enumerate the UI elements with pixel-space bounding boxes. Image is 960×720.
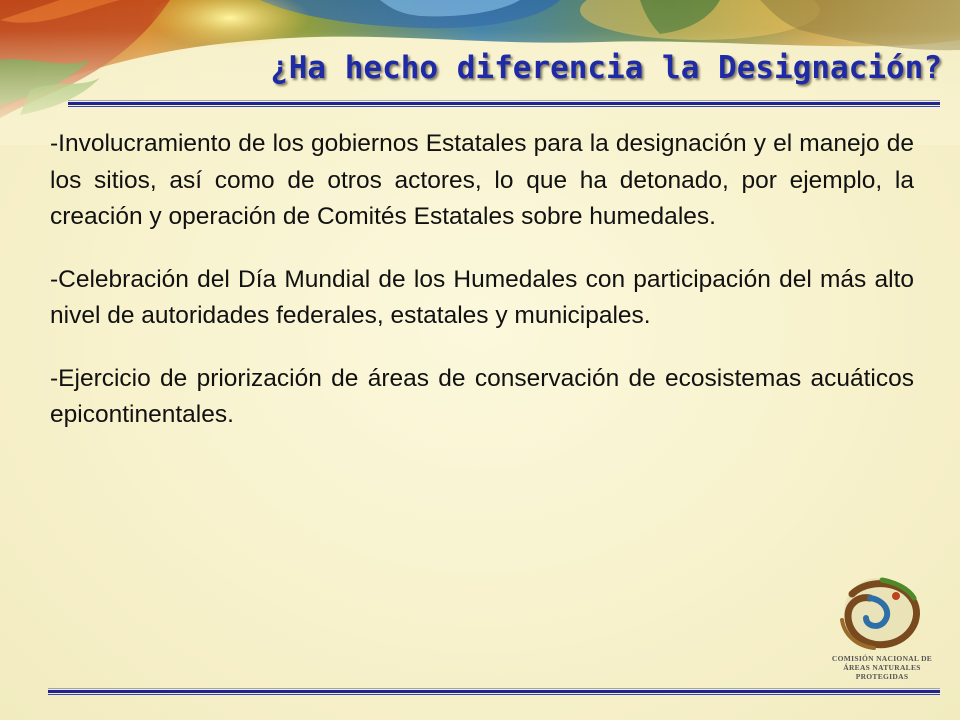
paragraph-2: -Celebración del Día Mundial de los Humedales con participación del más alto nivel de autoridades federales, estatales y municipales. <box>50 265 914 329</box>
logo-line-2: ÁREAS NATURALES <box>843 663 921 672</box>
logo-line-1: COMISIÓN NACIONAL DE <box>831 654 933 663</box>
footer-divider <box>48 688 940 695</box>
slide-title: ¿Ha hecho diferencia la Designación? <box>270 50 942 86</box>
logo-line-3: PROTEGIDAS <box>855 672 909 681</box>
slide-body <box>50 126 914 460</box>
paragraph-3: -Ejercicio de priorización de áreas de conservación de ecosistemas acuáticos epicontinentales. <box>50 364 914 428</box>
title-divider <box>68 100 940 107</box>
logo-text <box>820 654 944 681</box>
paragraph-1: -Involucramiento de los gobiernos Estatales para la designación y el manejo de los sitios, así como de otros actores, lo que ha detonado, por ejemplo, la creación y operación de Comités Estatales sobre humedales. <box>50 130 914 230</box>
